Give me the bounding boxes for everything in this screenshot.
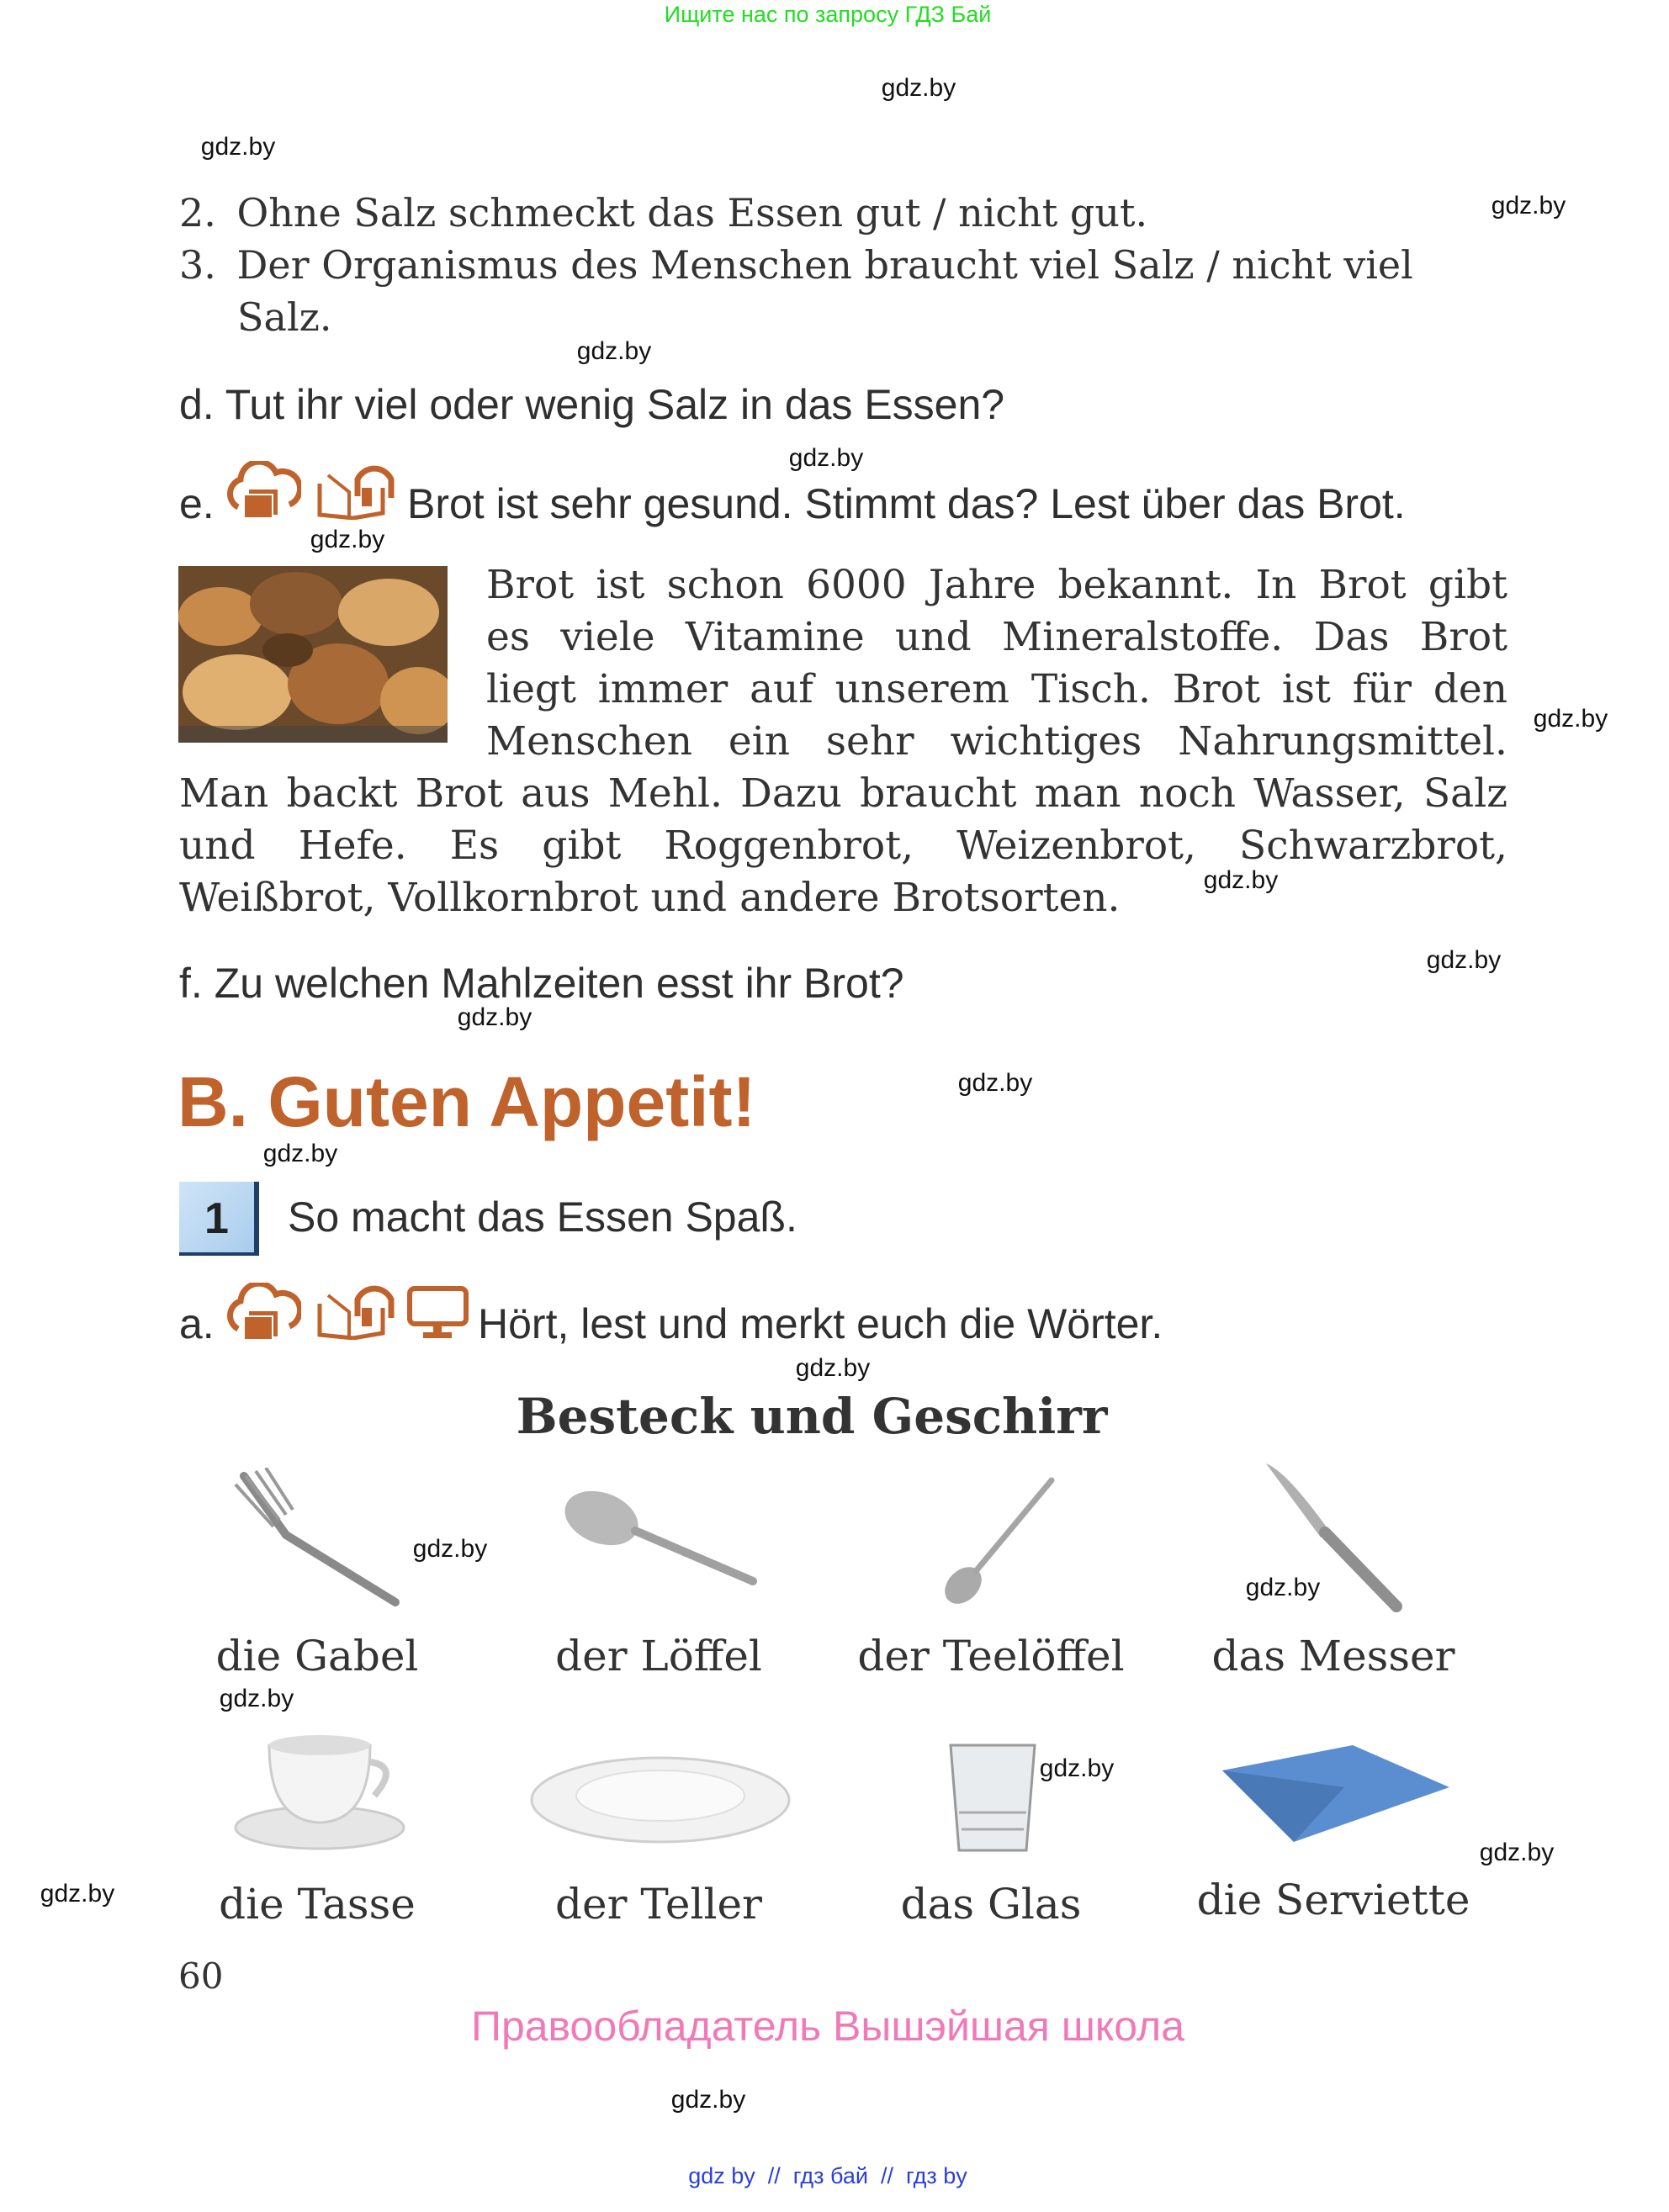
vocab-label: das Messer [1211,1632,1455,1680]
task-text: Tut ihr viel oder wenig Salz in das Essen? [225,381,1005,428]
watermark: gdz.by [200,133,276,161]
exercise-title: So macht das Essen Spaß. [288,1193,797,1241]
watermark: gdz.by [219,1685,294,1712]
statement-2 [179,190,1147,235]
copyright-notice: Правообладатель Вышэйшая школа [471,2003,1184,2050]
item-text: Ohne Salz schmeckt das Essen gut / nicht gut. [236,190,1148,235]
top-banner[interactable]: Ищите нас по запросу ГДЗ Бай [664,2,992,27]
watermark: gdz.by [262,1140,338,1167]
watermark: gdz.by [1479,1839,1555,1866]
bread-text-line: Weißbrot, Vollkornbrot und andere Brotsorten. [179,875,1121,921]
vocab-title: Besteck und Geschirr [516,1388,1108,1445]
watermark: gdz.by [457,1003,532,1031]
vocab-label: der Teller [555,1880,762,1929]
bread-photo [178,566,448,743]
knife-image [1253,1455,1405,1615]
monitor-icon[interactable] [406,1285,469,1340]
bread-text-line: Brot ist schon 6000 Jahre bekannt. In Brot gibt [486,562,1507,608]
cloud-folder-icon[interactable] [225,1283,301,1341]
book-headphones-icon[interactable] [315,1274,395,1340]
item-text: Der Organismus des Menschen braucht viel Salz / nicht viel [236,242,1413,288]
cloud-folder-icon[interactable] [225,461,301,520]
watermark: gdz.by [310,526,385,553]
item-number: 3. [179,242,216,288]
task-letter-a: a. [179,1300,215,1347]
watermark: gdz.by [957,1069,1033,1097]
task-d [179,380,1004,429]
task-letter: d. [179,381,215,428]
watermark: gdz.by [881,74,956,102]
vocab-label: die Tasse [219,1880,416,1929]
watermark: gdz.by [576,337,652,365]
vocab-label: die Serviette [1196,1876,1470,1924]
bread-text-line: und Hefe. Es gibt Roggenbrot, Weizenbrot, Schwarzbrot, [179,823,1507,869]
task-e-text: Brot ist sehr gesund. Stimmt das? Lest über das Brot. [407,480,1406,527]
statement-3-continued: Salz. [237,294,332,340]
bread-text-line: es viele Vitamine und Mineralstoffe. Das Brot [486,614,1507,660]
bread-text-line: Menschen ein sehr wichtiges Nahrungsmittel. [486,718,1507,765]
exercise-number: 1 [204,1194,229,1243]
watermark: gdz.by [1491,192,1566,220]
page-number: 60 [178,1955,224,1997]
watermark: gdz.by [1203,866,1279,894]
glass-image [946,1737,1039,1855]
item-number: 2. [179,190,216,235]
exercise-number-badge [179,1182,259,1256]
spoon-image [559,1480,761,1598]
statement-3 [179,242,1413,288]
task-letter-e: e. [179,480,215,527]
cup-image [231,1728,408,1855]
vocab-label: das Glas [900,1880,1082,1929]
vocab-label: der Teelöffel [857,1632,1125,1680]
watermark: gdz.by [1039,1754,1115,1782]
watermark: gdz.by [412,1535,488,1563]
book-headphones-icon[interactable] [315,454,395,520]
watermark: gdz.by [40,1880,115,1908]
task-text: Zu welchen Mahlzeiten esst ihr Brot? [214,960,904,1007]
task-letter: f. [179,960,203,1007]
vocab-label: die Gabel [215,1632,419,1680]
bread-text-line: Man backt Brot aus Mehl. Dazu braucht man noch Wasser, Salz [179,770,1507,817]
footer-links[interactable]: gdz by // гдз бай // гдз by [688,2163,967,2188]
watermark: gdz.by [1426,946,1502,974]
task-f [179,959,904,1008]
watermark: gdz.by [1245,1574,1321,1601]
vocab-label: der Löffel [555,1632,762,1680]
watermark: gdz.by [795,1354,871,1382]
plate-image [528,1754,793,1846]
watermark: gdz.by [670,2086,746,2114]
watermark: gdz.by [1533,705,1608,733]
teaspoon-image [934,1472,1060,1611]
section-title: B. Guten Appetit! [177,1062,756,1141]
watermark: gdz.by [788,444,864,472]
bread-text-line: liegt immer auf unserem Tisch. Brot ist für den [486,666,1507,712]
fork-image [227,1468,412,1611]
task-a-text: Hört, lest und merkt euch die Wörter. [478,1300,1163,1347]
napkin-image [1218,1737,1454,1846]
